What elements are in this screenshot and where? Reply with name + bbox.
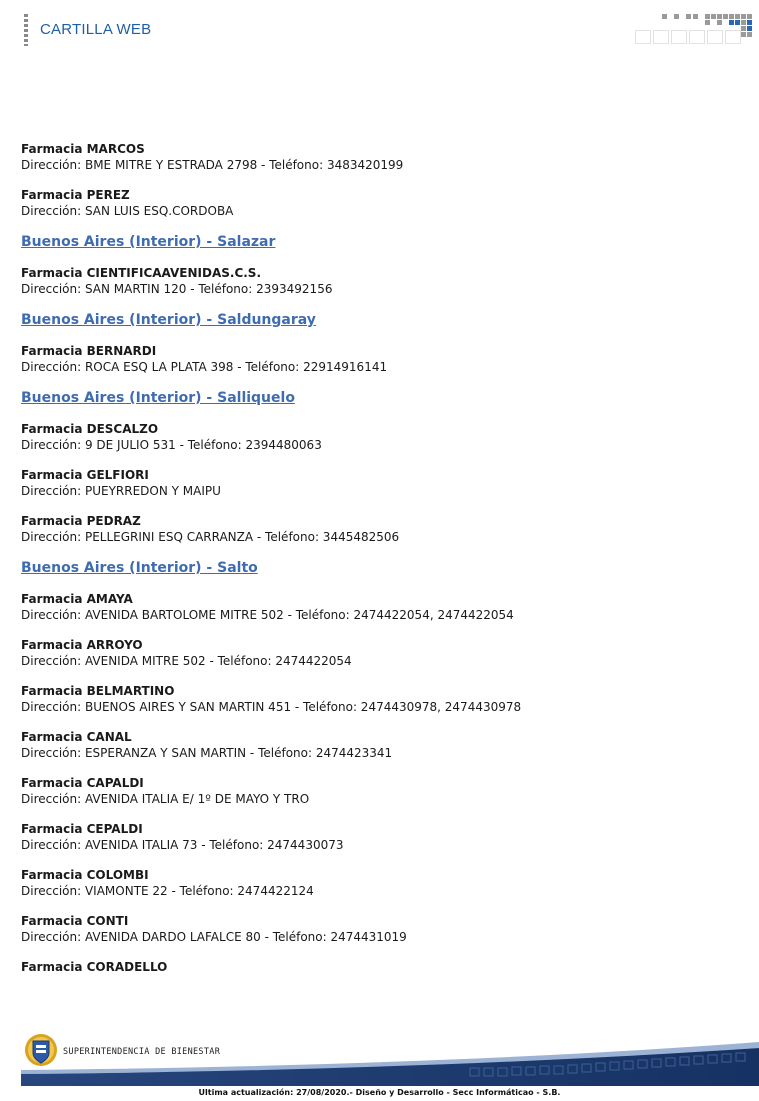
footer-update-note: Ultima actualización: 27/08/2020.- Diseño y Desarrollo - Secc Informáticao - S.B. bbox=[198, 1088, 561, 1097]
pharmacy-address: Dirección: AVENIDA DARDO LAFALCE 80 - Teléfono: 2474431019 bbox=[21, 930, 407, 944]
pharmacy-address: Dirección: PELLEGRINI ESQ CARRANZA - Teléfono: 3445482506 bbox=[21, 530, 400, 544]
pharmacy-name: Farmacia ARROYO bbox=[21, 638, 143, 652]
pharmacy-entry bbox=[21, 637, 741, 669]
pharmacy-name: Farmacia PEDRAZ bbox=[21, 514, 141, 528]
pharmacy-address: Dirección: PUEYRREDON Y MAIPU bbox=[21, 484, 221, 498]
pharmacy-name: Farmacia BELMARTINO bbox=[21, 684, 175, 698]
page-footer bbox=[0, 1028, 759, 1101]
pharmacy-address: Dirección: ROCA ESQ LA PLATA 398 - Teléfono: 22914916141 bbox=[21, 360, 388, 374]
pharmacy-name: Farmacia GELFIORI bbox=[21, 468, 149, 482]
pharmacy-entry bbox=[21, 729, 741, 761]
pharmacy-name: Farmacia CANAL bbox=[21, 730, 132, 744]
pharmacy-entry bbox=[21, 187, 741, 219]
pharmacy-address: Dirección: 9 DE JULIO 531 - Teléfono: 2394480063 bbox=[21, 438, 322, 452]
pharmacy-name: Farmacia CONTI bbox=[21, 914, 129, 928]
page-header bbox=[0, 0, 759, 60]
header-bar-decoration bbox=[24, 14, 28, 46]
pharmacy-entry bbox=[21, 821, 741, 853]
pharmacy-entry bbox=[21, 959, 741, 975]
pharmacy-entry bbox=[21, 141, 741, 173]
page-title: CARTILLA WEB bbox=[40, 21, 152, 38]
pharmacy-address: Dirección: AVENIDA BARTOLOME MITRE 502 - Teléfono: 2474422054, 2474422054 bbox=[21, 608, 514, 622]
pharmacy-entry bbox=[21, 343, 741, 375]
pharmacy-entry bbox=[21, 513, 741, 545]
pharmacy-entry bbox=[21, 867, 741, 899]
location-heading-link[interactable]: Buenos Aires (Interior) - Salliquelo bbox=[21, 390, 295, 406]
location-heading-link[interactable]: Buenos Aires (Interior) - Saldungaray bbox=[21, 312, 316, 328]
pharmacy-address: Dirección: SAN MARTIN 120 - Teléfono: 2393492156 bbox=[21, 282, 333, 296]
location-heading-link[interactable]: Buenos Aires (Interior) - Salto bbox=[21, 560, 258, 576]
location-heading-link[interactable]: Buenos Aires (Interior) - Salazar bbox=[21, 234, 276, 250]
footer-organization: SUPERINTENDENCIA DE BIENESTAR bbox=[63, 1047, 221, 1057]
pharmacy-address: Dirección: AVENIDA MITRE 502 - Teléfono: 2474422054 bbox=[21, 654, 352, 668]
pharmacy-name: Farmacia DESCALZO bbox=[21, 422, 159, 436]
pharmacy-entry bbox=[21, 421, 741, 453]
pharmacy-name: Farmacia MARCOS bbox=[21, 142, 145, 156]
pharmacy-address: Dirección: BUENOS AIRES Y SAN MARTIN 451 - Teléfono: 2474430978, 2474430978 bbox=[21, 700, 522, 714]
pharmacy-entry bbox=[21, 683, 741, 715]
pharmacy-name: Farmacia PEREZ bbox=[21, 188, 130, 202]
pharmacy-name: Farmacia COLOMBI bbox=[21, 868, 149, 882]
footer-wave-band bbox=[0, 1028, 759, 1088]
pharmacy-entry bbox=[21, 265, 741, 297]
pharmacy-entry bbox=[21, 913, 741, 945]
pharmacy-entry bbox=[21, 591, 741, 623]
pharmacy-name: Farmacia CORADELLO bbox=[21, 960, 168, 974]
pharmacy-name: Farmacia AMAYA bbox=[21, 592, 133, 606]
pharmacy-address: Dirección: VIAMONTE 22 - Teléfono: 2474422124 bbox=[21, 884, 314, 898]
pharmacy-name: Farmacia BERNARDI bbox=[21, 344, 157, 358]
pharmacy-list bbox=[21, 141, 741, 989]
pharmacy-address: Dirección: SAN LUIS ESQ.CORDOBA bbox=[21, 204, 234, 218]
pixel-grid-logo-icon bbox=[633, 10, 759, 50]
pharmacy-address: Dirección: ESPERANZA Y SAN MARTIN - Teléfono: 2474423341 bbox=[21, 746, 393, 760]
pharmacy-entry bbox=[21, 467, 741, 499]
pharmacy-address: Dirección: BME MITRE Y ESTRADA 2798 - Teléfono: 3483420199 bbox=[21, 158, 404, 172]
pharmacy-name: Farmacia CAPALDI bbox=[21, 776, 144, 790]
pharmacy-address: Dirección: AVENIDA ITALIA 73 - Teléfono: 2474430073 bbox=[21, 838, 344, 852]
seal-emblem-icon bbox=[24, 1032, 58, 1068]
pharmacy-address: Dirección: AVENIDA ITALIA E/ 1º DE MAYO Y TRO bbox=[21, 792, 310, 806]
pharmacy-entry bbox=[21, 775, 741, 807]
pharmacy-name: Farmacia CIENTIFICAAVENIDAS.C.S. bbox=[21, 266, 262, 280]
pharmacy-name: Farmacia CEPALDI bbox=[21, 822, 143, 836]
